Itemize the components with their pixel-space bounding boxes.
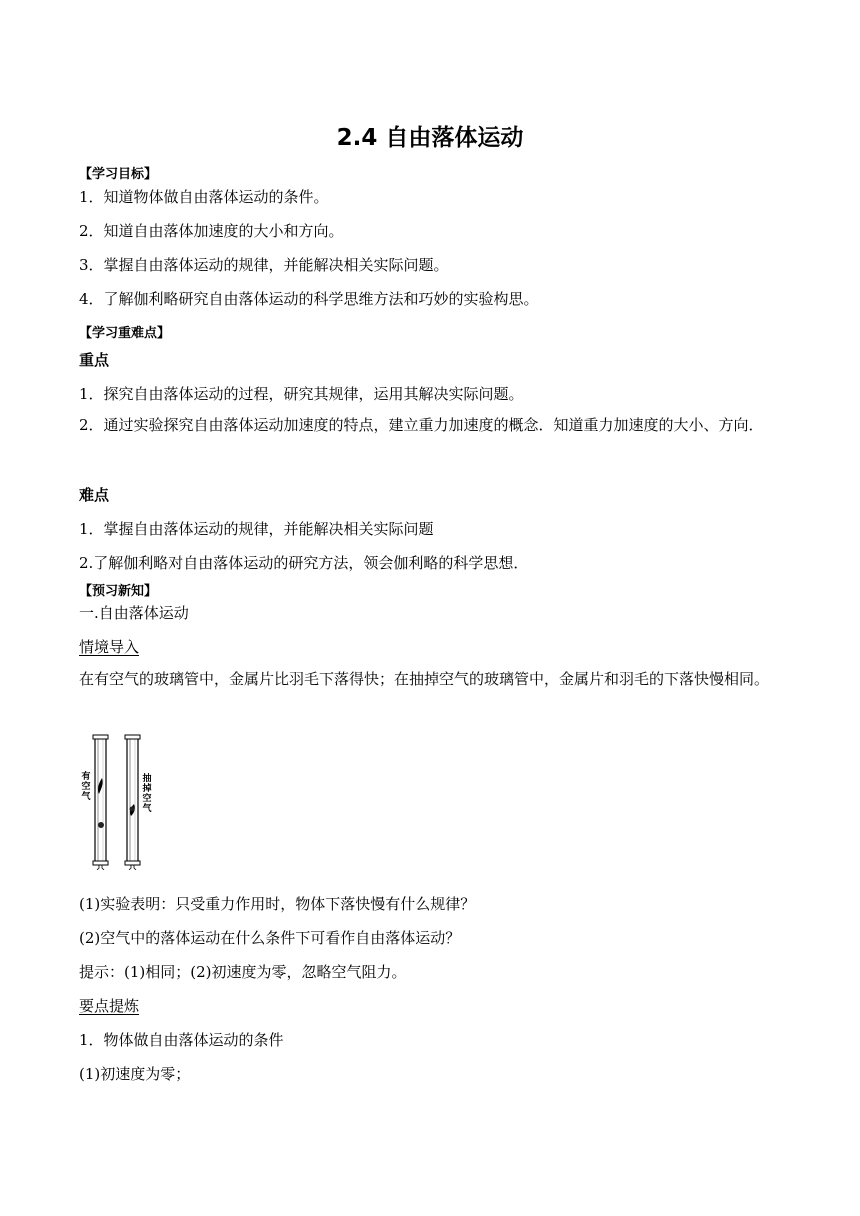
objectives-heading: 【学习目标】 bbox=[79, 167, 158, 182]
metal-piece-icon bbox=[98, 822, 104, 828]
objective-item: 1．知道物体做自由落体运动的条件。 bbox=[79, 188, 329, 206]
keypoints-heading: 【学习重难点】 bbox=[79, 326, 171, 341]
summary-label: 要点提炼 bbox=[79, 997, 140, 1015]
left-tube-label: 有空气 bbox=[81, 772, 91, 802]
difficult-label: 难点 bbox=[79, 486, 110, 504]
objective-item: 2．知道自由落体加速度的大小和方向。 bbox=[79, 222, 344, 240]
objective-item: 3．掌握自由落体运动的规律，并能解决相关实际问题。 bbox=[79, 256, 449, 274]
question-item: (2)空气中的落体运动在什么条件下可看作自由落体运动？ bbox=[79, 929, 461, 947]
hint-text: 提示：(1)相同；(2)初速度为零，忽略空气阻力。 bbox=[79, 963, 407, 981]
key-item: 2．通过实验探究自由落体运动加速度的特点，建立重力加速度的概念．知道重力加速度的大小、方向． bbox=[79, 416, 764, 434]
objective-item: 4．了解伽利略研究自由落体运动的科学思维方法和巧妙的实验构思。 bbox=[79, 290, 539, 308]
sub-heading: 一.自由落体运动 bbox=[79, 604, 189, 622]
key-label: 重点 bbox=[79, 351, 110, 369]
glass-tubes-diagram bbox=[79, 734, 169, 870]
page-title: 2.4 自由落体运动 bbox=[336, 125, 524, 151]
summary-item: (1)初速度为零； bbox=[79, 1065, 191, 1083]
metal-piece-icon bbox=[130, 807, 135, 812]
key-item: 1．探究自由落体运动的过程，研究其规律，运用其解决实际问题。 bbox=[79, 385, 524, 403]
scenario-text: 在有空气的玻璃管中，金属片比羽毛下落得快；在抽掉空气的玻璃管中，金属片和羽毛的下落快慢相同。 bbox=[79, 670, 770, 688]
difficult-item: 1．掌握自由落体运动的规律，并能解决相关实际问题 bbox=[79, 520, 434, 538]
question-item: (1)实验表明：只受重力作用时，物体下落快慢有什么规律？ bbox=[79, 895, 476, 913]
scenario-label: 情境导入 bbox=[79, 638, 140, 656]
summary-item: 1．物体做自由落体运动的条件 bbox=[79, 1031, 284, 1049]
preview-heading: 【预习新知】 bbox=[79, 584, 158, 599]
newton-tube-figure bbox=[79, 734, 169, 870]
right-tube-label: 抽掉空气 bbox=[142, 774, 152, 814]
difficult-item: 2.了解伽利略对自由落体运动的研究方法，领会伽利略的科学思想． bbox=[79, 554, 529, 572]
